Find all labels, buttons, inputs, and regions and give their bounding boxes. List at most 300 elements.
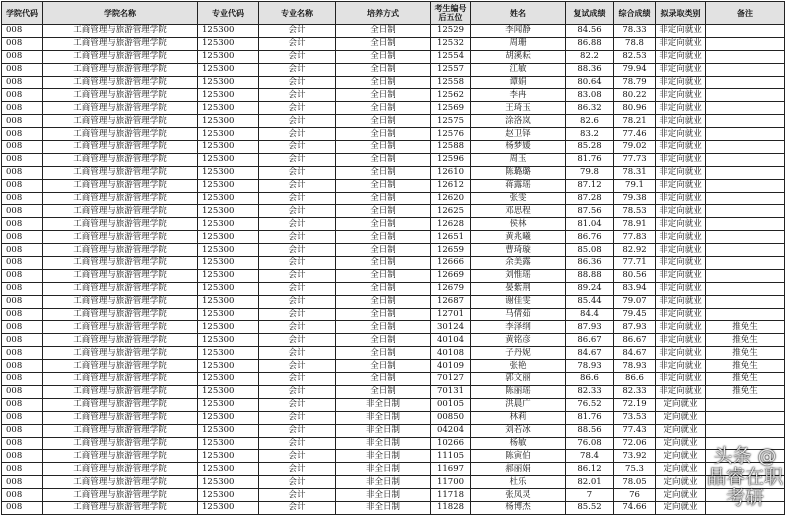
remark: 推免生 — [706, 321, 785, 334]
admission-type: 非定向就业 — [656, 102, 706, 115]
table-row — [2, 218, 785, 231]
student-name: 江敏 — [471, 63, 566, 76]
student-name: 赵卫铎 — [471, 128, 566, 141]
remark — [706, 398, 785, 411]
exam-id: 00850 — [431, 411, 471, 424]
student-name: 谭娟 — [471, 76, 566, 89]
college-code: 008 — [2, 231, 43, 244]
exam-id: 12610 — [431, 166, 471, 179]
college-name: 工商管理与旅游管理学院 — [43, 115, 198, 128]
remark — [706, 257, 785, 270]
retest-score: 84.4 — [566, 308, 614, 321]
student-name: 陈璐璐 — [471, 166, 566, 179]
header-cell: 拟录取类别 — [656, 2, 706, 25]
student-name: 杜乐 — [471, 476, 566, 489]
remark — [706, 37, 785, 50]
exam-id: 12532 — [431, 37, 471, 50]
major-name: 会计 — [259, 192, 336, 205]
exam-id: 12596 — [431, 153, 471, 166]
major-code: 125300 — [198, 192, 259, 205]
college-code: 008 — [2, 463, 43, 476]
total-score: 75.3 — [614, 463, 656, 476]
college-name: 工商管理与旅游管理学院 — [43, 179, 198, 192]
college-name: 工商管理与旅游管理学院 — [43, 102, 198, 115]
retest-score: 87.56 — [566, 205, 614, 218]
study-mode: 全日制 — [336, 89, 431, 102]
exam-id: 12669 — [431, 269, 471, 282]
college-code: 008 — [2, 102, 43, 115]
college-name: 工商管理与旅游管理学院 — [43, 398, 198, 411]
major-code: 125300 — [198, 37, 259, 50]
college-code: 008 — [2, 411, 43, 424]
table-row — [2, 153, 785, 166]
header-cell: 备注 — [706, 2, 785, 25]
major-code: 125300 — [198, 231, 259, 244]
remark — [706, 166, 785, 179]
total-score: 87.93 — [614, 321, 656, 334]
exam-id: 12628 — [431, 218, 471, 231]
study-mode: 全日制 — [336, 166, 431, 179]
major-code: 125300 — [198, 257, 259, 270]
college-code: 008 — [2, 347, 43, 360]
total-score: 77.83 — [614, 231, 656, 244]
remark — [706, 153, 785, 166]
major-name: 会计 — [259, 295, 336, 308]
exam-id: 12558 — [431, 76, 471, 89]
college-name: 工商管理与旅游管理学院 — [43, 37, 198, 50]
total-score: 82.92 — [614, 244, 656, 257]
total-score: 72.19 — [614, 398, 656, 411]
major-code: 125300 — [198, 141, 259, 154]
college-code: 008 — [2, 218, 43, 231]
major-code: 125300 — [198, 373, 259, 386]
major-code: 125300 — [198, 25, 259, 38]
total-score: 86.67 — [614, 334, 656, 347]
exam-id: 30124 — [431, 321, 471, 334]
total-score: 79.1 — [614, 179, 656, 192]
admission-type: 定向就业 — [656, 501, 706, 514]
college-code: 008 — [2, 115, 43, 128]
study-mode: 非全日制 — [336, 476, 431, 489]
major-code: 125300 — [198, 244, 259, 257]
retest-score: 86.67 — [566, 334, 614, 347]
table-row — [2, 205, 785, 218]
remark — [706, 411, 785, 424]
exam-id: 00105 — [431, 398, 471, 411]
major-code: 125300 — [198, 321, 259, 334]
table-row — [2, 489, 785, 502]
admission-type: 定向就业 — [656, 411, 706, 424]
admission-type: 非定向就业 — [656, 231, 706, 244]
study-mode: 非全日制 — [336, 450, 431, 463]
college-name: 工商管理与旅游管理学院 — [43, 385, 198, 398]
total-score: 78.79 — [614, 76, 656, 89]
major-code: 125300 — [198, 115, 259, 128]
major-code: 125300 — [198, 385, 259, 398]
exam-id: 12687 — [431, 295, 471, 308]
college-code: 008 — [2, 424, 43, 437]
major-code: 125300 — [198, 179, 259, 192]
major-code: 125300 — [198, 489, 259, 502]
major-name: 会计 — [259, 347, 336, 360]
remark — [706, 76, 785, 89]
study-mode: 非全日制 — [336, 501, 431, 514]
major-name: 会计 — [259, 115, 336, 128]
study-mode: 全日制 — [336, 179, 431, 192]
remark: 推免生 — [706, 373, 785, 386]
exam-id: 11718 — [431, 489, 471, 502]
table-row — [2, 501, 785, 514]
college-code: 008 — [2, 128, 43, 141]
student-name: 周珊 — [471, 37, 566, 50]
exam-id: 70127 — [431, 373, 471, 386]
major-code: 125300 — [198, 398, 259, 411]
retest-score: 81.76 — [566, 153, 614, 166]
major-code: 125300 — [198, 76, 259, 89]
remark — [706, 308, 785, 321]
table-row — [2, 476, 785, 489]
study-mode: 全日制 — [336, 205, 431, 218]
table-row — [2, 63, 785, 76]
major-name: 会计 — [259, 385, 336, 398]
exam-id: 11697 — [431, 463, 471, 476]
retest-score: 83.08 — [566, 89, 614, 102]
table-row — [2, 398, 785, 411]
student-name: 陈丽瑶 — [471, 385, 566, 398]
major-name: 会计 — [259, 244, 336, 257]
study-mode: 全日制 — [336, 385, 431, 398]
study-mode: 全日制 — [336, 192, 431, 205]
table-row — [2, 166, 785, 179]
total-score: 79.07 — [614, 295, 656, 308]
study-mode: 全日制 — [336, 50, 431, 63]
major-code: 125300 — [198, 269, 259, 282]
student-name: 张雯 — [471, 192, 566, 205]
college-name: 工商管理与旅游管理学院 — [43, 25, 198, 38]
major-name: 会计 — [259, 166, 336, 179]
student-name: 刘若冰 — [471, 424, 566, 437]
table-row — [2, 115, 785, 128]
admission-type: 非定向就业 — [656, 63, 706, 76]
student-name: 郭文丽 — [471, 373, 566, 386]
college-code: 008 — [2, 360, 43, 373]
table-row — [2, 450, 785, 463]
header-cell: 学院名称 — [43, 2, 198, 25]
retest-score: 85.08 — [566, 244, 614, 257]
college-name: 工商管理与旅游管理学院 — [43, 76, 198, 89]
remark: 推免生 — [706, 334, 785, 347]
major-code: 125300 — [198, 450, 259, 463]
study-mode: 全日制 — [336, 373, 431, 386]
total-score: 77.46 — [614, 128, 656, 141]
study-mode: 非全日制 — [336, 411, 431, 424]
table-row — [2, 282, 785, 295]
retest-score: 82.01 — [566, 476, 614, 489]
student-name: 洪晨广 — [471, 398, 566, 411]
student-name: 陈寅伯 — [471, 450, 566, 463]
table-row — [2, 308, 785, 321]
retest-score: 82.2 — [566, 50, 614, 63]
admission-type: 非定向就业 — [656, 153, 706, 166]
total-score: 77.73 — [614, 153, 656, 166]
admission-type: 定向就业 — [656, 437, 706, 450]
student-name: 子丹妮 — [471, 347, 566, 360]
major-code: 125300 — [198, 501, 259, 514]
header-row — [2, 2, 785, 25]
college-name: 工商管理与旅游管理学院 — [43, 50, 198, 63]
college-code: 008 — [2, 321, 43, 334]
table-row — [2, 102, 785, 115]
retest-score: 82.6 — [566, 115, 614, 128]
college-code: 008 — [2, 501, 43, 514]
table-row — [2, 25, 785, 38]
remark — [706, 179, 785, 192]
exam-id: 12620 — [431, 192, 471, 205]
study-mode: 全日制 — [336, 257, 431, 270]
major-name: 会计 — [259, 476, 336, 489]
major-code: 125300 — [198, 102, 259, 115]
retest-score: 78.93 — [566, 360, 614, 373]
exam-id: 12625 — [431, 205, 471, 218]
exam-id: 12576 — [431, 128, 471, 141]
student-name: 李冉 — [471, 89, 566, 102]
student-name: 林莉 — [471, 411, 566, 424]
major-code: 125300 — [198, 63, 259, 76]
major-code: 125300 — [198, 476, 259, 489]
retest-score: 76.52 — [566, 398, 614, 411]
table-body — [2, 25, 785, 515]
major-name: 会计 — [259, 37, 336, 50]
college-code: 008 — [2, 373, 43, 386]
college-name: 工商管理与旅游管理学院 — [43, 218, 198, 231]
admission-type: 非定向就业 — [656, 89, 706, 102]
admission-type: 非定向就业 — [656, 385, 706, 398]
admission-type: 非定向就业 — [656, 205, 706, 218]
table-row — [2, 411, 785, 424]
college-code: 008 — [2, 37, 43, 50]
remark: 推免生 — [706, 360, 785, 373]
total-score: 78.31 — [614, 166, 656, 179]
study-mode: 非全日制 — [336, 463, 431, 476]
study-mode: 全日制 — [336, 308, 431, 321]
table-row — [2, 231, 785, 244]
table-row — [2, 385, 785, 398]
college-name: 工商管理与旅游管理学院 — [43, 231, 198, 244]
college-name: 工商管理与旅游管理学院 — [43, 476, 198, 489]
table-row — [2, 76, 785, 89]
admission-type: 非定向就业 — [656, 115, 706, 128]
major-code: 125300 — [198, 334, 259, 347]
remark — [706, 269, 785, 282]
admission-type: 非定向就业 — [656, 76, 706, 89]
retest-score: 76.08 — [566, 437, 614, 450]
study-mode: 全日制 — [336, 295, 431, 308]
total-score: 77.43 — [614, 424, 656, 437]
exam-id: 12588 — [431, 141, 471, 154]
exam-id: 70131 — [431, 385, 471, 398]
retest-score: 86.88 — [566, 37, 614, 50]
total-score: 74.66 — [614, 501, 656, 514]
college-name: 工商管理与旅游管理学院 — [43, 282, 198, 295]
student-name: 涂洛岚 — [471, 115, 566, 128]
exam-id: 12529 — [431, 25, 471, 38]
total-score: 84.67 — [614, 347, 656, 360]
remark — [706, 218, 785, 231]
college-name: 工商管理与旅游管理学院 — [43, 295, 198, 308]
college-name: 工商管理与旅游管理学院 — [43, 192, 198, 205]
total-score: 76 — [614, 489, 656, 502]
college-code: 008 — [2, 63, 43, 76]
major-name: 会计 — [259, 373, 336, 386]
college-name: 工商管理与旅游管理学院 — [43, 269, 198, 282]
study-mode: 全日制 — [336, 269, 431, 282]
college-code: 008 — [2, 334, 43, 347]
student-name: 王琦玉 — [471, 102, 566, 115]
study-mode: 全日制 — [336, 141, 431, 154]
admission-type: 非定向就业 — [656, 128, 706, 141]
total-score: 72.06 — [614, 437, 656, 450]
remark — [706, 205, 785, 218]
major-code: 125300 — [198, 437, 259, 450]
remark — [706, 50, 785, 63]
student-name: 胡溪耘 — [471, 50, 566, 63]
retest-score: 89.24 — [566, 282, 614, 295]
student-name: 谢佳雯 — [471, 295, 566, 308]
admission-type: 非定向就业 — [656, 25, 706, 38]
admission-type: 非定向就业 — [656, 321, 706, 334]
remark — [706, 424, 785, 437]
major-name: 会计 — [259, 321, 336, 334]
major-name: 会计 — [259, 463, 336, 476]
exam-id: 12575 — [431, 115, 471, 128]
college-code: 008 — [2, 257, 43, 270]
college-code: 008 — [2, 308, 43, 321]
admission-type: 非定向就业 — [656, 373, 706, 386]
retest-score: 84.67 — [566, 347, 614, 360]
retest-score: 7 — [566, 489, 614, 502]
retest-score: 82.33 — [566, 385, 614, 398]
study-mode: 全日制 — [336, 76, 431, 89]
total-score: 78.8 — [614, 37, 656, 50]
college-name: 工商管理与旅游管理学院 — [43, 153, 198, 166]
admission-type: 非定向就业 — [656, 141, 706, 154]
college-code: 008 — [2, 205, 43, 218]
major-name: 会计 — [259, 489, 336, 502]
college-name: 工商管理与旅游管理学院 — [43, 257, 198, 270]
major-code: 125300 — [198, 166, 259, 179]
exam-id: 04204 — [431, 424, 471, 437]
college-code: 008 — [2, 489, 43, 502]
remark — [706, 231, 785, 244]
major-name: 会计 — [259, 424, 336, 437]
college-code: 008 — [2, 141, 43, 154]
retest-score: 85.28 — [566, 141, 614, 154]
study-mode: 非全日制 — [336, 424, 431, 437]
student-name: 刘惟瑶 — [471, 269, 566, 282]
student-name: 李泽纲 — [471, 321, 566, 334]
retest-score: 86.12 — [566, 463, 614, 476]
college-code: 008 — [2, 385, 43, 398]
retest-score: 86.36 — [566, 257, 614, 270]
retest-score: 88.56 — [566, 424, 614, 437]
study-mode: 全日制 — [336, 25, 431, 38]
college-code: 008 — [2, 25, 43, 38]
exam-id: 11105 — [431, 450, 471, 463]
table-row — [2, 257, 785, 270]
table-row — [2, 244, 785, 257]
study-mode: 全日制 — [336, 153, 431, 166]
remark — [706, 128, 785, 141]
remark — [706, 244, 785, 257]
student-name: 黄铭彦 — [471, 334, 566, 347]
table-row — [2, 89, 785, 102]
student-name: 杨博杰 — [471, 501, 566, 514]
major-code: 125300 — [198, 308, 259, 321]
total-score: 78.21 — [614, 115, 656, 128]
student-name: 张艳 — [471, 360, 566, 373]
total-score: 78.53 — [614, 205, 656, 218]
major-name: 会计 — [259, 334, 336, 347]
admission-type: 非定向就业 — [656, 218, 706, 231]
college-code: 008 — [2, 179, 43, 192]
major-name: 会计 — [259, 205, 336, 218]
college-code: 008 — [2, 153, 43, 166]
retest-score: 87.28 — [566, 192, 614, 205]
student-name: 蒋露瑶 — [471, 179, 566, 192]
admission-type: 非定向就业 — [656, 360, 706, 373]
study-mode: 全日制 — [336, 218, 431, 231]
admission-type: 定向就业 — [656, 398, 706, 411]
student-name: 邓思程 — [471, 205, 566, 218]
college-name: 工商管理与旅游管理学院 — [43, 489, 198, 502]
major-name: 会计 — [259, 63, 336, 76]
college-name: 工商管理与旅游管理学院 — [43, 437, 198, 450]
college-code: 008 — [2, 192, 43, 205]
remark — [706, 115, 785, 128]
major-code: 125300 — [198, 89, 259, 102]
exam-id: 11700 — [431, 476, 471, 489]
retest-score: 81.04 — [566, 218, 614, 231]
admission-type: 非定向就业 — [656, 334, 706, 347]
student-name: 张凤灵 — [471, 489, 566, 502]
college-name: 工商管理与旅游管理学院 — [43, 321, 198, 334]
admission-type: 非定向就业 — [656, 192, 706, 205]
major-name: 会计 — [259, 411, 336, 424]
major-code: 125300 — [198, 50, 259, 63]
major-name: 会计 — [259, 218, 336, 231]
major-name: 会计 — [259, 141, 336, 154]
study-mode: 全日制 — [336, 115, 431, 128]
admission-type: 非定向就业 — [656, 269, 706, 282]
admission-type: 非定向就业 — [656, 295, 706, 308]
remark: 推免生 — [706, 385, 785, 398]
student-name: 侯林 — [471, 218, 566, 231]
study-mode: 全日制 — [336, 37, 431, 50]
major-name: 会计 — [259, 282, 336, 295]
major-name: 会计 — [259, 25, 336, 38]
admission-type: 非定向就业 — [656, 347, 706, 360]
total-score: 77.71 — [614, 257, 656, 270]
total-score: 86.6 — [614, 373, 656, 386]
header-cell: 姓名 — [471, 2, 566, 25]
study-mode: 非全日制 — [336, 489, 431, 502]
header-cell: 复试成绩 — [566, 2, 614, 25]
table-row — [2, 128, 785, 141]
college-code: 008 — [2, 476, 43, 489]
major-name: 会计 — [259, 437, 336, 450]
admission-type: 非定向就业 — [656, 50, 706, 63]
exam-id: 12666 — [431, 257, 471, 270]
